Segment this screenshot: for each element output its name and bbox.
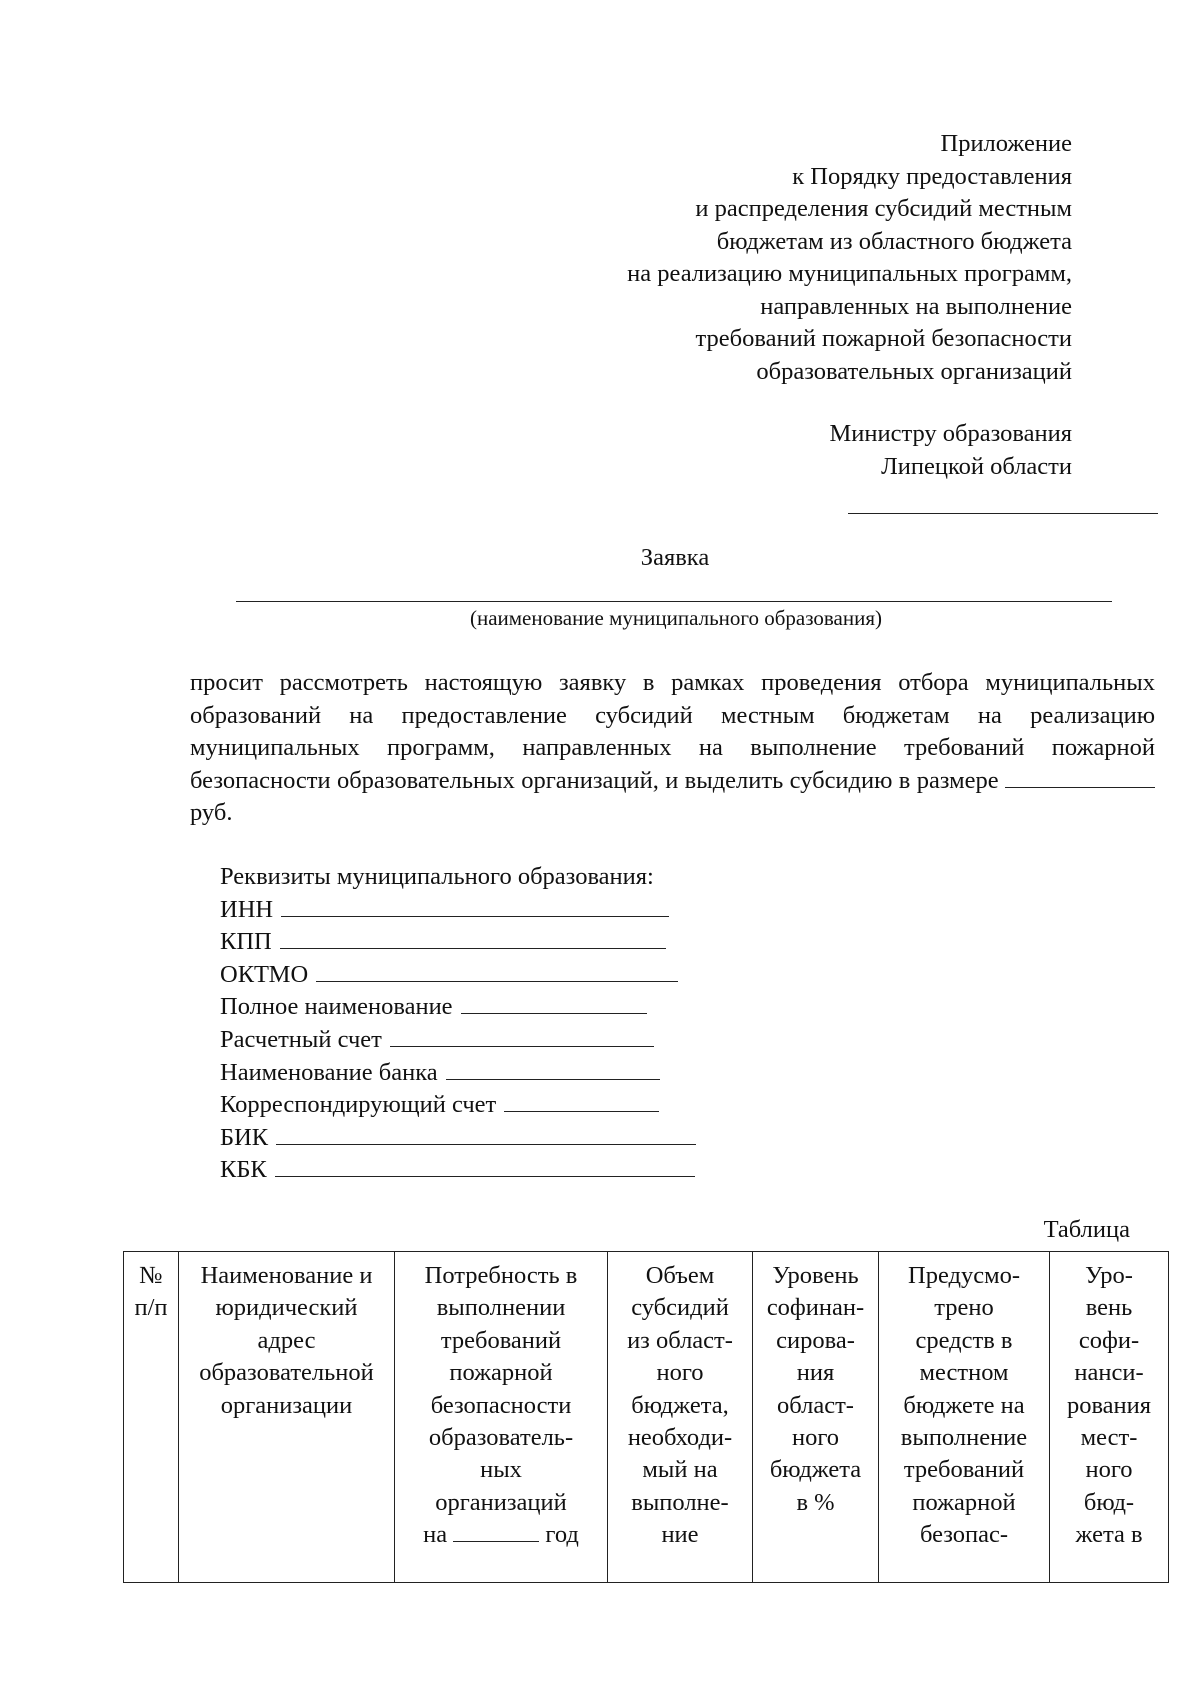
header-regional-cofinancing: Уровень софинан- сирова- ния област- ного бюджета в % [753, 1252, 879, 1583]
request-text: просит рассмотреть настоящую заявку в рамках проведения отбора муниципальных образований на предоставление субсидий местным бюджетам на реализацию муниципальных программ, направленных на выполнение требований пожарной безопасности образовательных организаций, и выделить субсидию в размере [190, 669, 1155, 794]
bank-blank[interactable] [446, 1057, 660, 1080]
requisite-row-bank [220, 1057, 780, 1090]
requisite-row-kpp [220, 926, 780, 959]
header-requirement-text: Потребность в выполнении требований пожарной безопасности образователь- ных организаций [424, 1262, 578, 1516]
requisite-row-full-name [220, 991, 780, 1024]
requisite-label: ОКТМО [220, 960, 309, 988]
addressee-block [592, 418, 1072, 483]
requisite-row-inn [220, 894, 780, 927]
table-label: Таблица [1043, 1216, 1130, 1243]
appendix-line: на реализацию муниципальных программ, [627, 260, 1072, 287]
addressee-line: Липецкой области [881, 452, 1072, 480]
municipality-name-blank[interactable] [236, 601, 1112, 602]
appendix-line: к Порядку предоставления [792, 162, 1072, 190]
requisite-label: Полное наименование [220, 993, 453, 1021]
requisite-row-bik [220, 1122, 780, 1155]
appendix-line: образовательных организаций [756, 357, 1072, 385]
header-subsidy-volume: Объем субсидий из област- ного бюджета, необходи- мый на выполне- ние [608, 1252, 753, 1583]
municipality-caption: (наименование муниципального образования) [469, 606, 883, 630]
requisite-row-account [220, 1024, 780, 1057]
account-blank[interactable] [390, 1024, 654, 1047]
requisites-heading: Реквизиты муниципального образования: [220, 863, 654, 890]
bik-blank[interactable] [276, 1122, 696, 1145]
addressee-line: Министру образования [829, 420, 1072, 447]
requisite-label: Наименование банка [220, 1058, 438, 1086]
appendix-line: и распределения субсидий местным [695, 195, 1072, 222]
appendix-block [512, 128, 1072, 388]
appendix-line: направленных на выполнение [760, 292, 1072, 320]
requisite-label: БИК [220, 1123, 269, 1151]
requisite-label: КБК [220, 1156, 267, 1184]
subsidy-table [123, 1251, 1169, 1583]
requisite-row-kbk [220, 1154, 780, 1187]
table-header-row [124, 1252, 1169, 1583]
requisites-block [220, 861, 780, 1187]
oktmo-blank[interactable] [316, 959, 678, 982]
requisite-label: Расчетный счет [220, 1025, 382, 1053]
addressee-name-blank[interactable] [848, 513, 1158, 514]
currency-label: руб. [190, 799, 233, 826]
request-paragraph [190, 667, 1155, 830]
header-requirement-year-pre: на [423, 1521, 448, 1549]
header-organization: Наименование и юридический адрес образовательной организации [179, 1252, 395, 1583]
subsidy-amount-blank[interactable] [1005, 765, 1155, 788]
kpp-blank[interactable] [280, 926, 666, 949]
requisite-label: КПП [220, 928, 272, 956]
requisite-row-corr-account [220, 1089, 780, 1122]
kbk-blank[interactable] [275, 1154, 695, 1177]
requisite-row-oktmo [220, 959, 780, 992]
header-local-cofinancing: Уро- вень софи- нанси- рования мест- ного бюд- жета в [1050, 1252, 1169, 1583]
full-name-blank[interactable] [461, 991, 647, 1014]
corr-account-blank[interactable] [504, 1089, 659, 1112]
year-blank[interactable] [453, 1521, 539, 1542]
inn-blank[interactable] [281, 894, 669, 917]
header-number: № п/п [124, 1252, 179, 1583]
appendix-line: бюджетам из областного бюджета [716, 227, 1072, 255]
header-requirement-year-post: год [545, 1521, 579, 1549]
requisite-label: ИНН [220, 895, 274, 923]
header-local-funds: Предусмо- трено средств в местном бюджете на выполнение требований пожарной безопас- [879, 1252, 1050, 1583]
appendix-line: Приложение [940, 130, 1072, 157]
appendix-line: требований пожарной безопасности [695, 325, 1072, 352]
header-requirement [395, 1252, 608, 1583]
document-title: Заявка [640, 544, 710, 571]
requisite-label: Корреспондирующий счет [220, 1091, 497, 1119]
